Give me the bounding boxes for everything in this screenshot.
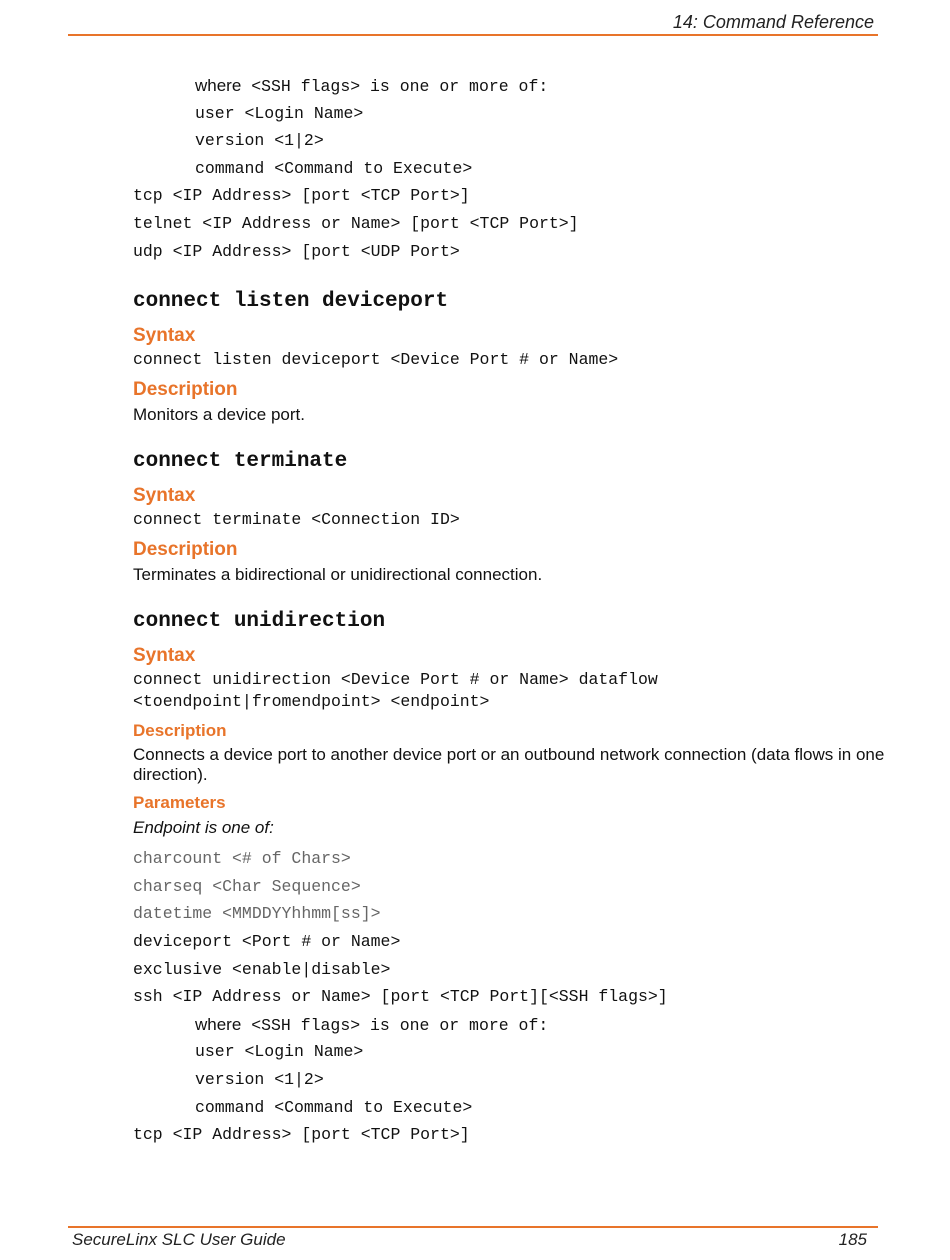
description-heading: Description: [133, 379, 238, 401]
code-line: telnet <IP Address or Name> [port <TCP Port>]: [133, 213, 579, 233]
section-title-unidirection: connect unidirection: [133, 610, 386, 634]
footer-title: SecureLinx SLC User Guide: [72, 1230, 286, 1249]
param-line: ssh <IP Address or Name> [port <TCP Port][<SSH flags>]: [133, 987, 668, 1007]
param-line: deviceport <Port # or Name>: [133, 931, 401, 951]
description-text: Monitors a device port.: [133, 405, 305, 425]
flag-line: version <1|2>: [195, 131, 324, 151]
footer-rule: [68, 1226, 878, 1228]
section-title-listen: connect listen deviceport: [133, 290, 449, 314]
param-line: exclusive <enable|disable>: [133, 959, 391, 979]
running-header: 14: Command Reference: [672, 12, 874, 32]
where-line: where <SSH flags> is one or more of:: [195, 1014, 549, 1035]
description-heading: Description: [133, 539, 238, 561]
flag-line: user <Login Name>: [195, 103, 364, 123]
code-line: tcp <IP Address> [port <TCP Port>]: [133, 186, 470, 206]
flag-line: version <1|2>: [195, 1069, 324, 1089]
code-line: udp <IP Address> [port <UDP Port>: [133, 241, 460, 261]
syntax-heading: Syntax: [133, 645, 196, 667]
flag-line: command <Command to Execute>: [195, 158, 473, 178]
page-number: 185: [838, 1230, 867, 1249]
syntax-heading: Syntax: [133, 485, 196, 507]
parameters-heading: Parameters: [133, 793, 226, 813]
syntax-line: connect listen deviceport <Device Port # or Name>: [133, 350, 619, 370]
param-line: tcp <IP Address> [port <TCP Port>]: [133, 1125, 470, 1145]
flag-line: command <Command to Execute>: [195, 1097, 473, 1117]
syntax-heading: Syntax: [133, 325, 196, 347]
syntax-line: <toendpoint|fromendpoint> <endpoint>: [133, 692, 490, 712]
where-line: where <SSH flags> is one or more of:: [195, 76, 549, 96]
description-heading: Description: [133, 721, 227, 741]
page-content: [133, 72, 893, 1149]
section-title-terminate: connect terminate: [133, 450, 348, 474]
param-line: charseq <Char Sequence>: [133, 876, 361, 896]
syntax-line: connect unidirection <Device Port # or Name> dataflow: [133, 670, 658, 690]
description-text: Terminates a bidirectional or unidirectional connection.: [133, 565, 543, 585]
flag-line: user <Login Name>: [195, 1042, 364, 1062]
description-text: Connects a device port to another device port or an outbound network connection (data flows in one direction).: [133, 745, 885, 785]
param-line: datetime <MMDDYYhhmm[ss]>: [133, 904, 381, 924]
syntax-line: connect terminate <Connection ID>: [133, 510, 460, 530]
parameters-intro: Endpoint is one of:: [133, 818, 274, 838]
header-rule: [68, 34, 878, 36]
param-line: charcount <# of Chars>: [133, 849, 351, 869]
